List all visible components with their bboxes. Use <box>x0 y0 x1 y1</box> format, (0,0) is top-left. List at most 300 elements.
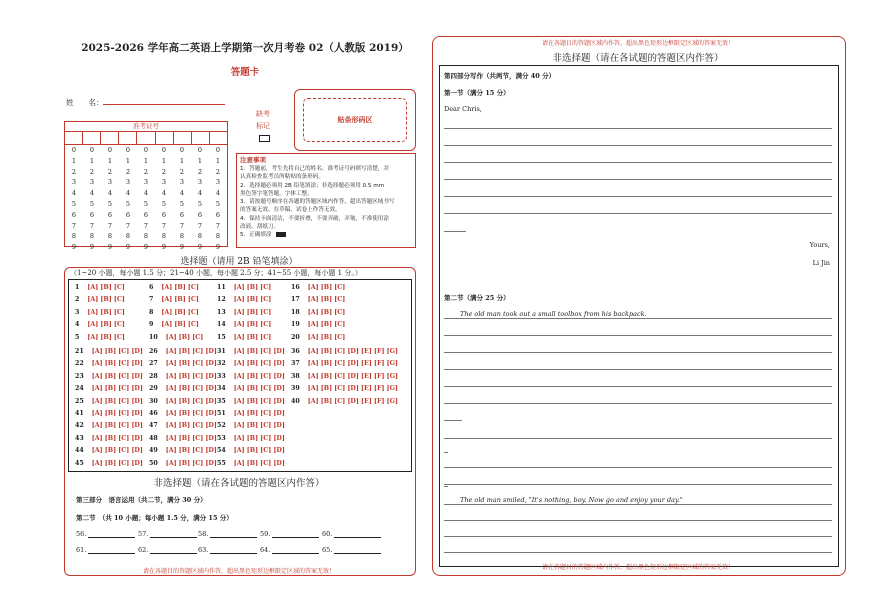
question-item[interactable] <box>217 360 285 367</box>
exam-digit[interactable]: 2 <box>179 167 185 176</box>
exam-digit[interactable]: 4 <box>179 189 185 198</box>
exam-digit[interactable]: 7 <box>107 221 113 230</box>
exam-digit[interactable]: 5 <box>179 199 185 208</box>
selection-subtitle: （1~20 小题，每小题 1.5 分；21~40 小题，每小题 2.5 分；41~55 小题，每小题 1 分。） <box>70 269 362 277</box>
exam-digit[interactable]: 0 <box>179 146 185 154</box>
answer-options[interactable]: [A] [B] [C] <box>307 308 346 316</box>
fill-example-label: 5．正确填涂 <box>240 232 272 239</box>
exam-digit[interactable]: 5 <box>125 199 131 208</box>
blank-number: 60. <box>322 530 333 538</box>
exam-number-box[interactable] <box>210 131 227 144</box>
exam-digit[interactable]: 3 <box>107 178 113 187</box>
answer-options[interactable]: [A] [B] [C] <box>161 284 199 291</box>
answer-options[interactable]: [A] [B] [C] [D] <box>233 447 285 455</box>
answer-options[interactable]: [A] [B] [C] <box>87 296 125 304</box>
exam-digit[interactable]: 2 <box>143 167 149 176</box>
question-item[interactable] <box>217 398 285 405</box>
exam-digit[interactable]: 9 <box>107 243 113 252</box>
question-item[interactable] <box>217 309 271 316</box>
exam-digit[interactable]: 0 <box>89 146 95 154</box>
exam-digit[interactable]: 7 <box>89 221 95 230</box>
exam-digit[interactable]: 3 <box>215 178 221 187</box>
question-number: 52 <box>217 422 226 430</box>
answer-options[interactable]: [A] [B] [C] [D] <box>165 385 217 393</box>
question-item[interactable] <box>291 348 398 355</box>
answer-options[interactable]: [A] [B] [C] [D] <box>233 434 285 442</box>
answer-options[interactable]: [A] [B] [C] [D] <box>165 410 217 417</box>
question-item[interactable] <box>75 460 143 467</box>
exam-digit[interactable]: 1 <box>143 156 149 165</box>
question-number: 21 <box>75 348 84 355</box>
answer-options[interactable]: [A] [B] [C] <box>233 321 272 329</box>
exam-digit[interactable]: 5 <box>197 199 203 208</box>
question-item[interactable] <box>149 309 199 316</box>
question-item[interactable] <box>291 334 345 341</box>
question-item[interactable] <box>217 284 271 291</box>
blank-item[interactable] <box>198 546 257 554</box>
question-item[interactable] <box>217 385 285 392</box>
exam-digit[interactable]: 0 <box>125 146 131 154</box>
answer-options[interactable]: [A] [B] [C] [D] <box>91 410 143 417</box>
exam-digit[interactable]: 5 <box>107 199 113 208</box>
exam-digit[interactable]: 5 <box>89 199 95 208</box>
exam-digit[interactable]: 0 <box>71 146 77 154</box>
absent-label-1: 缺考 <box>256 110 270 118</box>
answer-options[interactable]: [A] [B] [C] [D] <box>91 422 143 430</box>
exam-digit[interactable]: 4 <box>143 189 149 198</box>
exam-digit[interactable]: 8 <box>215 232 221 241</box>
answer-options[interactable]: [A] [B] [C] [D] <box>91 348 143 355</box>
answer-options[interactable]: [A] [B] [C] [D] <box>233 360 285 368</box>
question-item[interactable] <box>291 284 345 291</box>
exam-digit[interactable]: 4 <box>71 189 77 198</box>
answer-options[interactable]: [A] [B] [C] [D] <box>91 459 143 467</box>
blank-line[interactable] <box>88 553 135 554</box>
exam-digit[interactable]: 9 <box>89 243 95 252</box>
question-item[interactable] <box>217 435 285 442</box>
exam-digit[interactable]: 0 <box>197 146 203 154</box>
exam-digit-column[interactable] <box>119 145 137 253</box>
writing-line[interactable] <box>444 196 832 197</box>
exam-digit[interactable]: 2 <box>71 167 77 176</box>
answer-options[interactable]: [A] [B] [C] <box>307 333 346 341</box>
question-item[interactable] <box>217 348 285 355</box>
writing-line[interactable] <box>444 231 466 232</box>
question-item[interactable] <box>75 360 143 367</box>
exam-digit[interactable]: 4 <box>107 189 113 198</box>
blank-line[interactable] <box>210 537 257 538</box>
blank-item[interactable] <box>260 546 319 554</box>
question-item[interactable] <box>75 410 143 417</box>
blank-item[interactable] <box>138 530 197 538</box>
question-item[interactable] <box>149 373 217 380</box>
exam-number-box[interactable] <box>192 131 210 144</box>
answer-options[interactable]: [A] [B] [C] <box>87 284 125 291</box>
exam-digit-column[interactable] <box>83 145 101 253</box>
question-item[interactable] <box>149 296 199 303</box>
blank-item[interactable] <box>322 546 381 554</box>
exam-digit[interactable]: 2 <box>107 167 113 176</box>
exam-digit[interactable]: 1 <box>179 156 185 165</box>
answer-options[interactable]: [A] [B] [C] <box>307 296 346 304</box>
question-item[interactable] <box>75 447 143 454</box>
exam-digit[interactable]: 8 <box>71 232 77 241</box>
answer-options[interactable]: [A] [B] [C] [D] <box>91 447 143 455</box>
question-item[interactable] <box>217 460 285 467</box>
answer-options[interactable]: [A] [B] [C] [D] <box>233 348 285 355</box>
signature-text: Li Jin <box>812 259 830 267</box>
exam-digit[interactable]: 1 <box>89 156 95 165</box>
exam-digit[interactable]: 1 <box>125 156 131 165</box>
exam-digit[interactable]: 2 <box>125 167 131 176</box>
question-item[interactable] <box>149 447 217 454</box>
answer-options[interactable]: [A] [B] [C] <box>87 333 125 341</box>
answer-options[interactable]: [A] [B] [C] [D] <box>91 434 143 442</box>
answer-options[interactable]: [A] [B] [C] [D] <box>91 360 143 368</box>
question-item[interactable] <box>149 348 217 355</box>
exam-digit[interactable]: 2 <box>215 167 221 176</box>
question-item[interactable] <box>75 284 125 291</box>
exam-digit[interactable]: 4 <box>197 189 203 198</box>
exam-digit[interactable]: 1 <box>161 156 167 165</box>
exam-digit[interactable]: 1 <box>107 156 113 165</box>
question-item[interactable] <box>75 321 125 328</box>
exam-digit[interactable]: 8 <box>143 232 149 241</box>
exam-number-box[interactable] <box>83 131 101 144</box>
answer-options[interactable]: [A] [B] [C] <box>233 284 272 291</box>
question-item[interactable] <box>75 422 143 429</box>
writing-line[interactable] <box>444 352 832 353</box>
exam-digit[interactable]: 4 <box>89 189 95 198</box>
question-item[interactable] <box>217 410 285 417</box>
blank-line[interactable] <box>88 537 135 538</box>
exam-digit[interactable]: 6 <box>161 210 167 219</box>
exam-digit[interactable]: 0 <box>215 146 221 154</box>
answer-options[interactable]: [A] [B] [C] [D] <box>165 434 217 442</box>
exam-digit[interactable]: 5 <box>143 199 149 208</box>
absent-mark-label <box>252 108 274 132</box>
answer-options[interactable]: [A] [B] [C] [D] [E] [F] [G] <box>307 397 398 405</box>
answer-options[interactable]: [A] [B] [C] [D] <box>91 372 143 380</box>
writing-line[interactable] <box>444 504 832 505</box>
exam-digit-column[interactable] <box>65 145 83 253</box>
question-item[interactable] <box>149 284 199 291</box>
exam-digit[interactable]: 1 <box>197 156 203 165</box>
question-item[interactable] <box>149 334 203 341</box>
warning-right-top: 请在各题目的答题区域内作答，超出黑色矩形边框限定区域的答案无效！ <box>541 40 734 47</box>
question-number: 34 <box>217 385 226 393</box>
writing-line[interactable] <box>444 213 832 214</box>
exam-digit[interactable]: 6 <box>89 210 95 219</box>
answer-options[interactable]: [A] [B] [C] [D] [E] [F] [G] <box>307 385 398 393</box>
writing-line[interactable] <box>444 179 832 180</box>
answer-options[interactable]: [A] [B] [C] <box>233 296 272 304</box>
exam-digit[interactable]: 0 <box>161 146 167 154</box>
exam-digit-column[interactable] <box>155 145 173 253</box>
exam-digit[interactable]: 5 <box>215 199 221 208</box>
question-item[interactable] <box>217 296 271 303</box>
answer-options[interactable]: [A] [B] [C] [D] [E] [F] [G] <box>307 372 398 380</box>
exam-number-box[interactable] <box>156 131 174 144</box>
exam-digit[interactable]: 4 <box>215 189 221 198</box>
question-item[interactable] <box>291 296 345 303</box>
blank-number: 62. <box>138 546 149 554</box>
exam-digit[interactable]: 8 <box>179 232 185 241</box>
answer-options[interactable]: [A] [B] [C] [D] <box>233 372 285 380</box>
question-number: 18 <box>291 308 300 316</box>
writing-line[interactable] <box>444 484 832 485</box>
answer-options[interactable]: [A] [B] [C] [D] [E] [F] [G] <box>307 348 398 355</box>
answer-options[interactable]: [A] [B] [C] [D] <box>233 422 285 430</box>
name-field[interactable] <box>103 104 225 105</box>
blank-line[interactable] <box>150 553 197 554</box>
writing-line[interactable] <box>444 536 832 537</box>
answer-options[interactable]: [A] [B] [C] [D] <box>91 385 143 393</box>
exam-digit[interactable]: 4 <box>125 189 131 198</box>
question-item[interactable] <box>217 373 285 380</box>
question-number: 19 <box>291 321 300 329</box>
exam-digit[interactable]: 1 <box>71 156 77 165</box>
blank-line[interactable] <box>210 553 257 554</box>
exam-digit[interactable]: 9 <box>197 243 203 252</box>
exam-digit-column[interactable] <box>209 145 227 253</box>
exam-digit[interactable]: 7 <box>215 221 221 230</box>
exam-digit[interactable]: 4 <box>161 189 167 198</box>
blank-line[interactable] <box>272 553 319 554</box>
answer-options[interactable]: [A] [B] [C] <box>233 308 272 316</box>
writing-line[interactable] <box>444 318 832 319</box>
question-item[interactable] <box>149 321 199 328</box>
exam-digit[interactable]: 7 <box>71 221 77 230</box>
blank-line[interactable] <box>334 537 381 538</box>
exam-digit[interactable]: 6 <box>197 210 203 219</box>
name-label: 姓 名： <box>66 98 104 107</box>
exam-digit[interactable]: 3 <box>179 178 185 187</box>
exam-number-digits[interactable] <box>65 145 227 253</box>
exam-digit[interactable]: 3 <box>161 178 167 187</box>
exam-digit[interactable]: 8 <box>197 232 203 241</box>
writing-line[interactable] <box>444 452 448 453</box>
question-item[interactable] <box>149 422 217 429</box>
question-number: 12 <box>217 296 226 304</box>
question-item[interactable] <box>75 309 125 316</box>
blank-item[interactable] <box>322 530 381 538</box>
exam-number-box[interactable] <box>119 131 137 144</box>
writing-line[interactable] <box>444 486 448 487</box>
writing-line[interactable] <box>444 467 832 468</box>
question-number: 49 <box>149 447 158 455</box>
absent-label-2: 标记 <box>256 122 270 130</box>
question-item[interactable] <box>149 460 217 467</box>
exam-digit[interactable]: 5 <box>71 199 77 208</box>
writing-line[interactable] <box>444 438 832 439</box>
answer-options[interactable]: [A] [B] [C] <box>161 296 199 304</box>
blank-item[interactable] <box>260 530 319 538</box>
exam-digit[interactable]: 7 <box>143 221 149 230</box>
blank-item[interactable] <box>76 546 135 554</box>
answer-options[interactable]: [A] [B] [C] [D] <box>165 422 217 430</box>
answer-options[interactable]: [A] [B] [C] [D] <box>233 385 285 393</box>
question-item[interactable] <box>75 296 125 303</box>
exam-number-box[interactable] <box>101 131 119 144</box>
absent-checkbox[interactable] <box>259 135 270 142</box>
writing-line[interactable] <box>444 145 832 146</box>
blank-item[interactable] <box>198 530 257 538</box>
writing-line[interactable] <box>444 128 832 129</box>
exam-digit[interactable]: 2 <box>161 167 167 176</box>
exam-digit[interactable]: 8 <box>89 232 95 241</box>
exam-digit[interactable]: 9 <box>125 243 131 252</box>
question-number: 27 <box>149 360 158 368</box>
answer-options[interactable]: [A] [B] [C] <box>87 308 125 316</box>
question-item[interactable] <box>75 348 143 355</box>
question-item[interactable] <box>149 410 217 417</box>
exam-digit[interactable]: 7 <box>125 221 131 230</box>
exam-digit[interactable]: 6 <box>107 210 113 219</box>
writing-line[interactable] <box>444 369 832 370</box>
question-item[interactable] <box>291 385 398 392</box>
question-item[interactable] <box>291 309 345 316</box>
answer-options[interactable]: [A] [B] [C] <box>165 333 204 341</box>
exam-digit[interactable]: 0 <box>107 146 113 154</box>
question-number: 24 <box>75 385 84 393</box>
question-number: 31 <box>217 348 226 355</box>
writing-line[interactable] <box>444 335 832 336</box>
answer-options[interactable]: [A] [B] [C] [D] <box>165 372 217 380</box>
writing-line[interactable] <box>444 420 462 421</box>
exam-digit[interactable]: 0 <box>143 146 149 154</box>
exam-digit[interactable]: 6 <box>143 210 149 219</box>
exam-digit[interactable]: 9 <box>161 243 167 252</box>
exam-digit[interactable]: 6 <box>125 210 131 219</box>
exam-digit[interactable]: 1 <box>215 156 221 165</box>
blank-line[interactable] <box>334 553 381 554</box>
answer-options[interactable]: [A] [B] [C] [D] <box>233 397 285 405</box>
answer-options[interactable]: [A] [B] [C] <box>161 308 199 316</box>
writing-line[interactable] <box>444 403 832 404</box>
answer-options[interactable]: [A] [B] [C] [D] <box>91 397 143 405</box>
exam-digit[interactable]: 2 <box>197 167 203 176</box>
answer-options[interactable]: [A] [B] [C] [D] <box>165 360 217 368</box>
exam-digit[interactable]: 6 <box>215 210 221 219</box>
answer-options[interactable]: [A] [B] [C] [D] <box>233 459 285 467</box>
answer-options[interactable]: [A] [B] [C] [D] <box>165 348 217 355</box>
exam-digit[interactable]: 7 <box>197 221 203 230</box>
blank-line[interactable] <box>272 537 319 538</box>
question-item[interactable] <box>291 398 398 405</box>
blank-number: 63. <box>198 546 209 554</box>
exam-digit[interactable]: 6 <box>179 210 185 219</box>
question-item[interactable] <box>217 422 285 429</box>
answer-options[interactable]: [A] [B] [C] <box>307 321 346 329</box>
blank-item[interactable] <box>76 530 135 538</box>
exam-digit[interactable]: 8 <box>107 232 113 241</box>
writing-line[interactable] <box>444 386 832 387</box>
writing-line[interactable] <box>444 162 832 163</box>
question-number: 28 <box>149 372 158 380</box>
exam-digit[interactable]: 9 <box>71 243 77 252</box>
writing-line[interactable] <box>444 520 832 521</box>
exam-digit-column[interactable] <box>101 145 119 253</box>
question-number: 2 <box>75 296 80 304</box>
question-number: 6 <box>149 284 154 291</box>
question-item[interactable] <box>291 321 345 328</box>
exam-number-box[interactable] <box>65 131 83 144</box>
blank-number: 64. <box>260 546 271 554</box>
exam-number-boxes[interactable] <box>65 131 227 145</box>
question-number: 23 <box>75 372 84 380</box>
blank-number: 65. <box>322 546 333 554</box>
exam-number-box[interactable] <box>137 131 155 144</box>
exam-digit[interactable]: 3 <box>197 178 203 187</box>
question-item[interactable] <box>75 385 143 392</box>
question-item[interactable] <box>291 360 398 367</box>
question-item[interactable] <box>75 373 143 380</box>
exam-digit[interactable]: 3 <box>125 178 131 187</box>
exam-digit-column[interactable] <box>137 145 155 253</box>
exam-digit[interactable]: 5 <box>161 199 167 208</box>
exam-digit[interactable]: 7 <box>179 221 185 230</box>
closing-text: Yours, <box>809 241 830 249</box>
exam-number-box[interactable] <box>174 131 192 144</box>
exam-digit[interactable]: 3 <box>143 178 149 187</box>
exam-digit[interactable]: 2 <box>89 167 95 176</box>
question-item[interactable] <box>149 435 217 442</box>
exam-digit-column[interactable] <box>191 145 209 253</box>
exam-digit[interactable]: 8 <box>161 232 167 241</box>
question-item[interactable] <box>149 398 217 405</box>
exam-digit[interactable]: 3 <box>89 178 95 187</box>
blank-number: 57. <box>138 530 149 538</box>
blank-line[interactable] <box>150 537 197 538</box>
exam-digit[interactable]: 9 <box>179 243 185 252</box>
blank-item[interactable] <box>138 546 197 554</box>
blank-number: 58. <box>198 530 209 538</box>
question-number: 1 <box>75 284 80 291</box>
answer-options[interactable]: [A] [B] [C] <box>161 321 199 329</box>
page-title: 2025-2026 学年高二英语上学期第一次月考卷 02（人教版 2019） <box>81 42 409 54</box>
answer-options[interactable]: [A] [B] [C] <box>307 284 346 291</box>
question-item[interactable] <box>149 385 217 392</box>
exam-digit[interactable]: 9 <box>215 243 221 252</box>
question-item[interactable] <box>291 373 398 380</box>
answer-options[interactable]: [A] [B] [C] [D] <box>165 447 217 455</box>
exam-digit[interactable]: 9 <box>143 243 149 252</box>
question-number: 39 <box>291 385 300 393</box>
answer-options[interactable]: [A] [B] [C] <box>87 321 125 329</box>
question-number: 54 <box>217 447 226 455</box>
answer-options[interactable]: [A] [B] [C] [D] <box>233 410 285 417</box>
answer-options[interactable]: [A] [B] [C] [D] <box>165 397 217 405</box>
question-item[interactable] <box>75 334 125 341</box>
exam-digit[interactable]: 6 <box>71 210 77 219</box>
question-item[interactable] <box>75 435 143 442</box>
exam-digit[interactable]: 8 <box>125 232 131 241</box>
exam-digit[interactable]: 3 <box>71 178 77 187</box>
exam-digit[interactable]: 7 <box>161 221 167 230</box>
question-item[interactable] <box>217 447 285 454</box>
writing-section2-heading: 第二节（满分 25 分） <box>444 294 510 302</box>
question-item[interactable] <box>217 321 271 328</box>
answer-options[interactable]: [A] [B] [C] <box>233 333 272 341</box>
question-item[interactable] <box>217 334 271 341</box>
exam-digit-column[interactable] <box>173 145 191 253</box>
question-item[interactable] <box>75 398 143 405</box>
answer-options[interactable]: [A] [B] [C] [D] <box>165 459 217 467</box>
question-item[interactable] <box>149 360 217 367</box>
writing-line[interactable] <box>444 552 832 553</box>
answer-options[interactable]: [A] [B] [C] [D] [E] [F] [G] <box>307 360 398 368</box>
